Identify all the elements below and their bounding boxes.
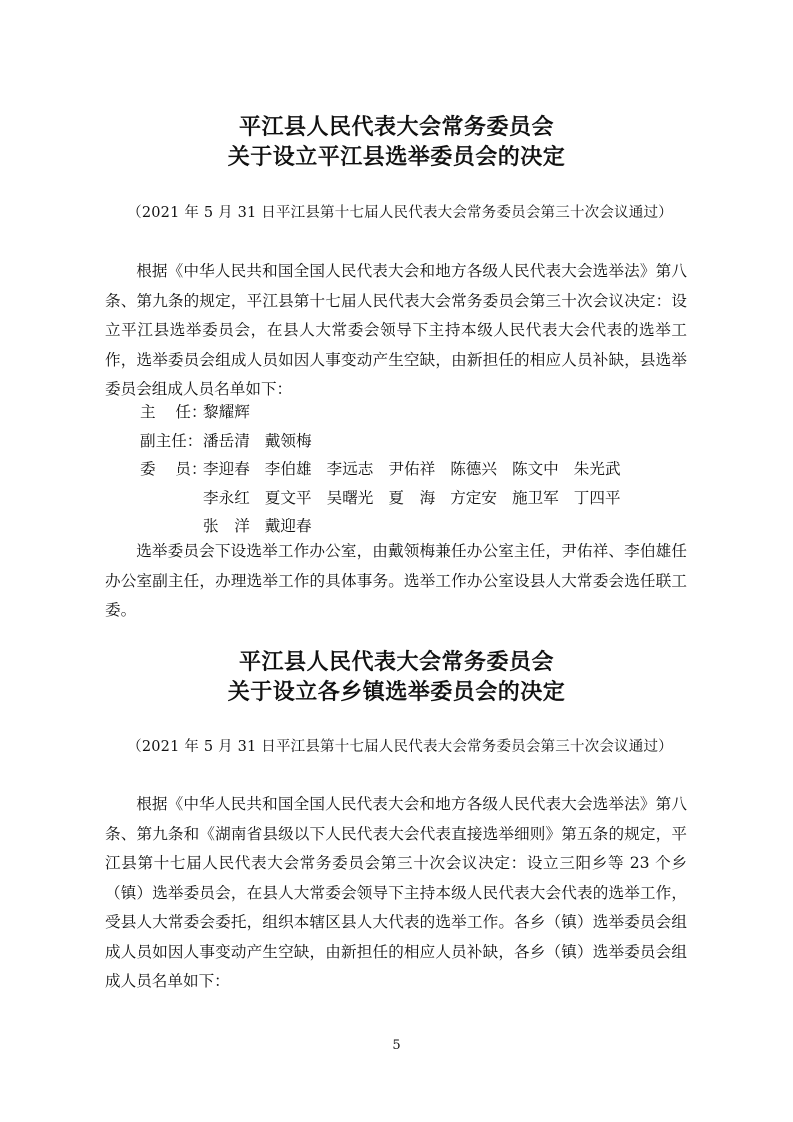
member-name: 吴曙光 <box>326 489 374 507</box>
members-names-3 <box>203 516 327 536</box>
director-names <box>203 402 265 422</box>
members-row-1 <box>0 459 793 479</box>
member-name: 张 洋 <box>203 517 250 535</box>
section2-title-line1: 平江县人民代表大会常务委员会 <box>238 650 554 675</box>
member-name: 戴迎春 <box>264 517 312 535</box>
deputy-row <box>0 431 793 451</box>
member-name: 李远志 <box>326 460 374 478</box>
member-name: 陈德兴 <box>450 460 497 478</box>
member-name: 黎耀辉 <box>203 403 250 421</box>
members-label: 委 员： <box>140 460 207 478</box>
member-name: 陈文中 <box>511 460 559 478</box>
section2-title-line2: 关于设立各乡镇选举委员会的决定 <box>227 680 566 705</box>
member-name: 李永红 <box>203 489 250 507</box>
member-name: 夏文平 <box>264 489 312 507</box>
members-names-2 <box>203 488 636 508</box>
member-name: 潘岳清 <box>203 432 250 450</box>
deputy-names <box>203 431 327 451</box>
section1-title-line2: 关于设立平江县选举委员会的决定 <box>227 145 566 170</box>
page-number: 5 <box>392 1038 401 1053</box>
section2-subtitle: （2021 年 5 月 31 日平江县第十七届人民代表大会常务委员会第三十次会议通过） <box>127 739 673 755</box>
section1-title-line1: 平江县人民代表大会常务委员会 <box>238 115 554 140</box>
members-row-3 <box>0 516 793 536</box>
member-name: 戴领梅 <box>264 432 312 450</box>
member-name: 朱光武 <box>573 460 621 478</box>
director-label: 主 任： <box>140 403 207 421</box>
section2-paragraph1: 根据《中华人民共和国全国人民代表大会和地方各级人民代表大会选举法》第八条、第九条和《湖南省县级以下人民代表大会代表直接选举细则》第五条的规定，平江县第十七届人民代表大会常务委员会第三十次会议决定：设立三阳乡等 23 个乡（镇）选举委员会，在县人大常委会领导下主持本级人民代表大会代表的选举工作，受县人大常委会委托，组织本辖区县人大代表的选举工作。各乡（镇）选举委员会组成人员如因人事变动产生空缺，由新担任的相应人员补缺，各乡（镇）选举委员会组成人员名单如下： <box>105 795 687 990</box>
member-name: 丁四平 <box>573 489 621 507</box>
member-name: 李迎春 <box>203 460 250 478</box>
section1-paragraph1: 根据《中华人民共和国全国人民代表大会和地方各级人民代表大会选举法》第八条、第九条的规定，平江县第十七届人民代表大会常务委员会第三十次会议决定：设立平江县选举委员会，在县人大常委会领导下主持本级人民代表大会代表的选举工作，选举委员会组成人员如因人事变动产生空缺，由新担任的相应人员补缺，县选举委员会组成人员名单如下： <box>105 262 687 398</box>
member-name: 夏 海 <box>388 489 436 507</box>
deputy-label: 副主任： <box>140 432 203 450</box>
members-row-2 <box>0 488 793 508</box>
section1-paragraph2: 选举委员会下设选举工作办公室，由戴领梅兼任办公室主任，尹佑祥、李伯雄任办公室副主任，办理选举工作的具体事务。选举工作办公室设县人大常委会选任联工委。 <box>105 542 687 619</box>
member-name: 尹佑祥 <box>388 460 436 478</box>
member-name: 李伯雄 <box>264 460 312 478</box>
member-name: 方定安 <box>450 489 497 507</box>
section1-subtitle: （2021 年 5 月 31 日平江县第十七届人民代表大会常务委员会第三十次会议通过） <box>127 205 673 221</box>
director-row <box>0 402 793 422</box>
members-names-1 <box>203 459 636 479</box>
member-name: 施卫军 <box>511 489 559 507</box>
